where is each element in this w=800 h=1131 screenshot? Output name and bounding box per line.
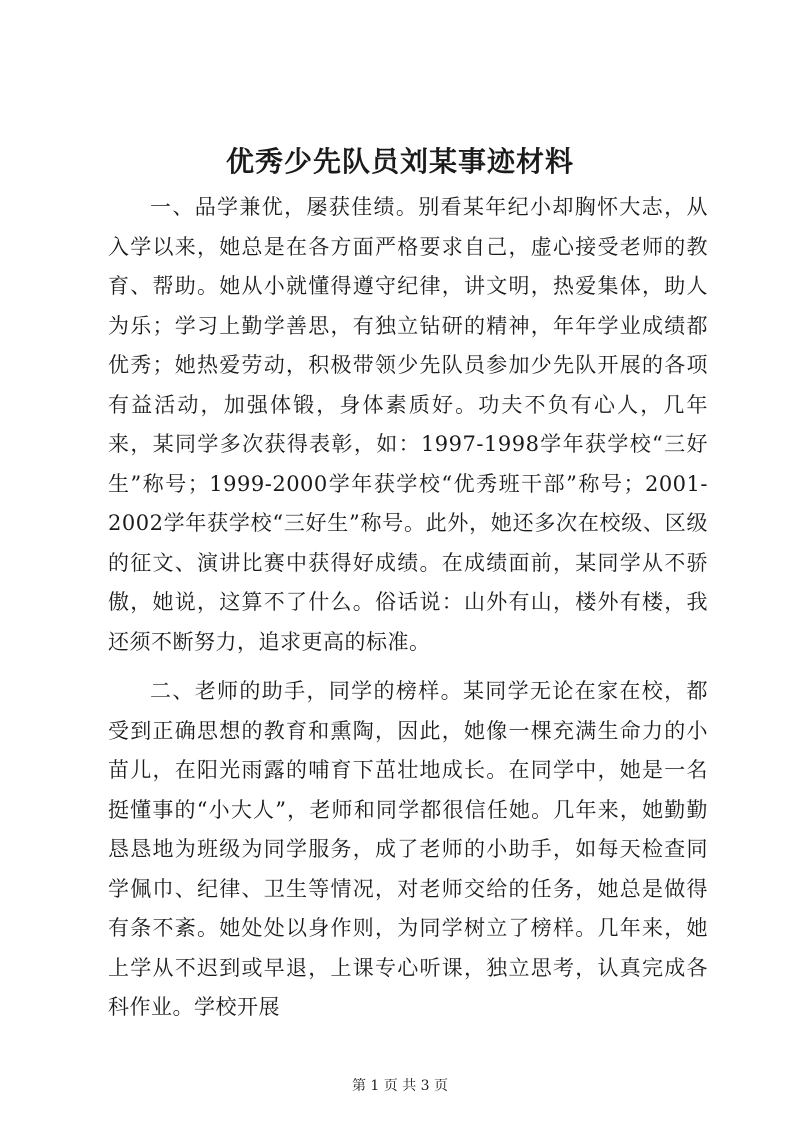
paragraph-1: 一、品学兼优，屡获佳绩。别看某年纪小却胸怀大志，从入学以来，她总是在各方面严格要求自己，虚心接受老师的教育、帮助。她从小就懂得遵守纪律，讲文明，热爱集体，助人为乐；学习上勤学善思，有独立钻研的精神，年年学业成绩都优秀；她热爱劳动，积极带领少先队员参加少先队开展的各项有益活动，加强体锻，身体素质好。功夫不负有心人，几年来，某同学多次获得表彰，如：1997-1998学年获学校“三好生”称号；1999-2000学年获学校“优秀班干部”称号；2001-2002学年获学校“三好生”称号。此外，她还多次在校级、区级的征文、演讲比赛中获得好成绩。在成绩面前，某同学从不骄傲，她说，这算不了什么。俗话说：山外有山，楼外有楼，我还须不断努力，追求更高的标准。	[108, 195, 708, 654]
document-body	[108, 188, 708, 1028]
page-footer: 第 1 页 共 3 页	[351, 1078, 449, 1094]
document-title: 优秀少先队员刘某事迹材料	[225, 145, 574, 178]
paragraph-2: 二、老师的助手，同学的榜样。某同学无论在家在校，都受到正确思想的教育和熏陶，因此，她像一棵充满生命力的小苗儿，在阳光雨露的哺育下茁壮地成长。在同学中，她是一名挺懂事的“小大人”，老师和同学都很信任她。几年来，她勤勤恳恳地为班级为同学服务，成了老师的小助手，如每天检查同学佩巾、纪律、卫生等情况，对老师交给的任务，她总是做得有条不紊。她处处以身作则，为同学树立了榜样。几年来，她上学从不迟到或早退，上课专心听课，独立思考，认真完成各科作业。学校开展	[108, 679, 708, 1019]
